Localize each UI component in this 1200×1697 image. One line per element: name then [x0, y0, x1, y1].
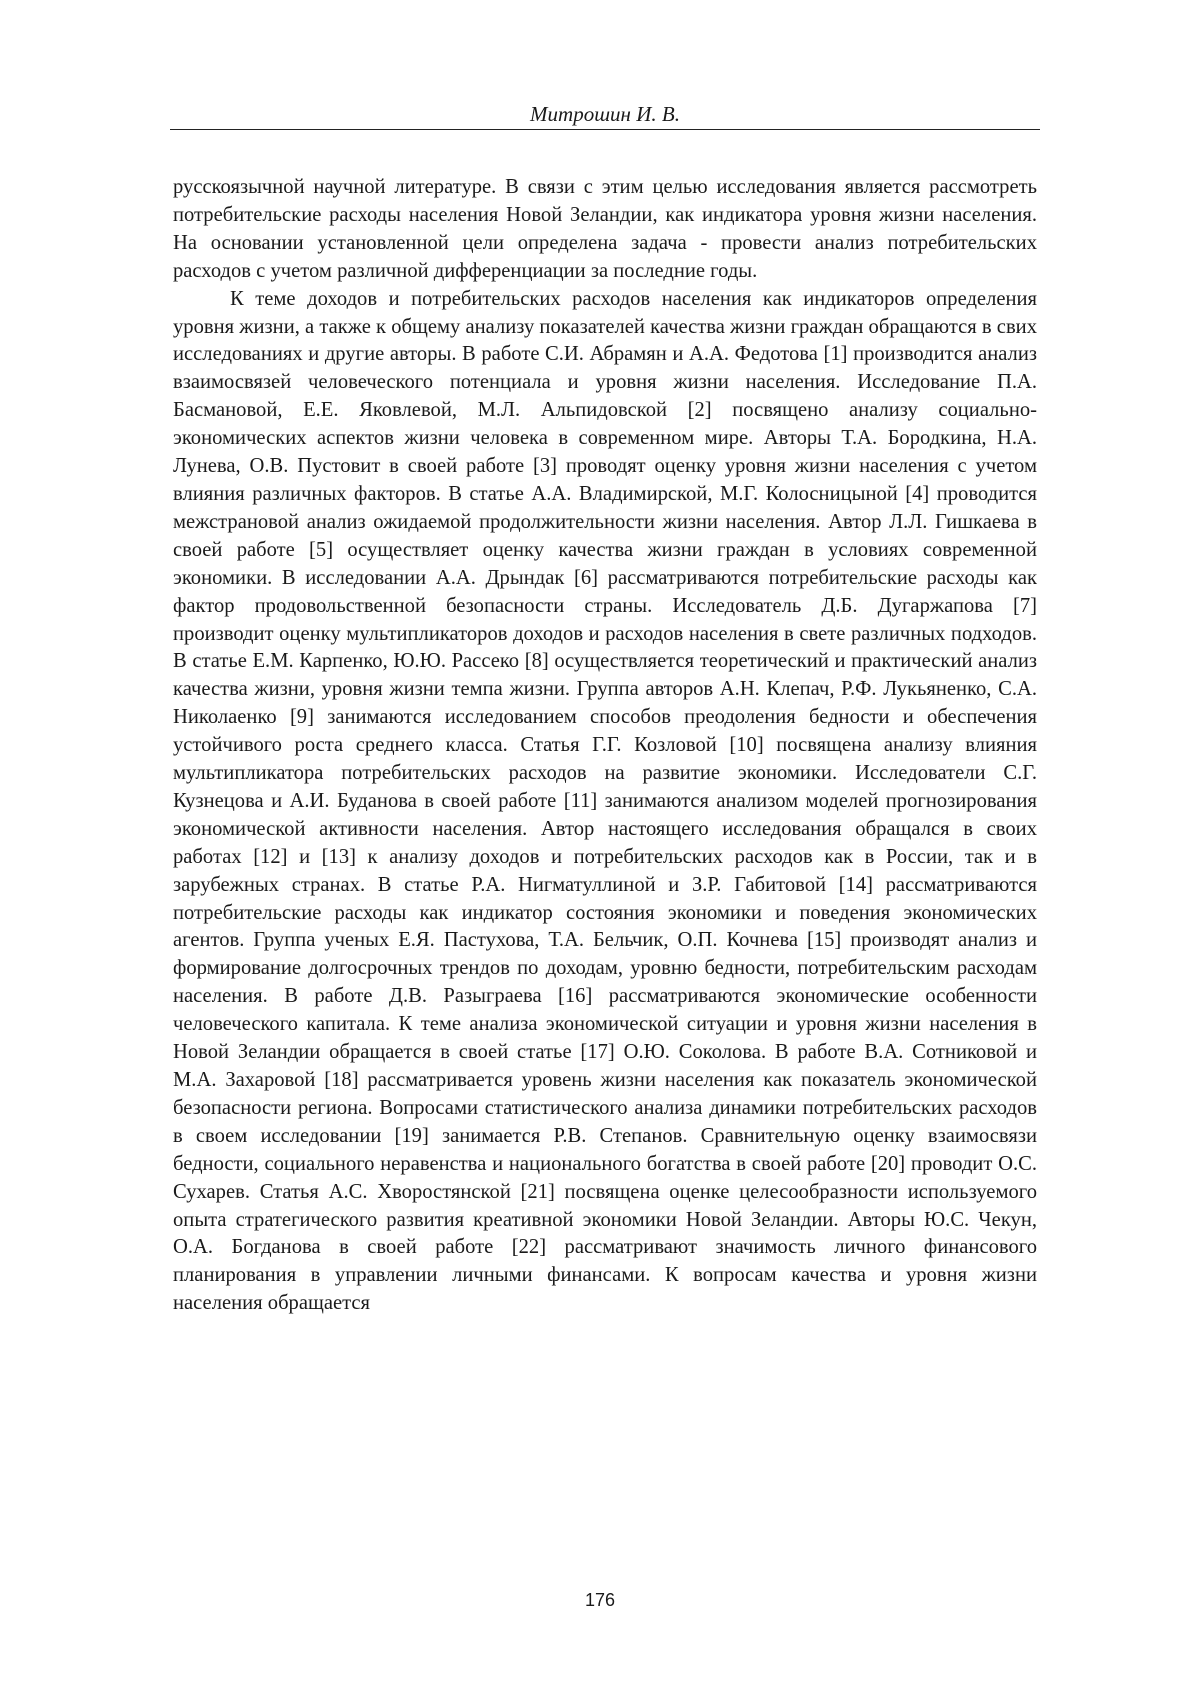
paragraph-literature-review: К теме доходов и потребительских расходов населения как индикаторов определения уровня жизни, а также к общему анализу показателей качества жизни граждан обращаются в свих исследованиях и другие авторы. В работе С.И. Абрамян и А.А. Федотова [1] производится анализ взаимосвязей человеческого потенциала и уровня жизни населения. Исследование П.А. Басмановой, Е.Е. Яковлевой, М.Л. Альпидовской [2] посвящено анализу социально-экономических аспектов жизни человека в современном мире. Авторы Т.А. Бородкина, Н.А. Лунева, О.В. Пустовит в своей работе [3] проводят оценку уровня жизни населения с учетом влияния различных факторов. В статье А.А. Владимирской, М.Г. Колосницыной [4] проводится межстрановой анализ ожидаемой продолжительности жизни населения. Автор Л.Л. Гишкаева в своей работе [5] осуществляет оценку качества жизни граждан в условиях современной экономики. В исследовании А.А. Дрындак [6] рассматриваются потребительские расходы как фактор продовольственной безопасности страны. Исследователь Д.Б. Дугаржапова [7] производит оценку мультипликаторов доходов и расходов населения в свете различных подходов. В статье Е.М. Карпенко, Ю.Ю. Рассеко [8] осуществляется теоретический и практический анализ качества жизни, уровня жизни темпа жизни. Группа авторов А.Н. Клепач, Р.Ф. Лукьяненко, С.А. Николаенко [9] занимаются исследованием способов преодоления бедности и обеспечения устойчивого роста среднего класса. Статья Г.Г. Козловой [10] посвящена анализу влияния мультипликатора потребительских расходов на развитие экономики. Исследователи С.Г. Кузнецова и А.И. Буданова в своей работе [11] занимаются анализом моделей прогнозирования экономической активности населения. Автор настоящего исследования обращался в своих работах [12] и [13] к анализу доходов и потребительских расходов как в России, так и в зарубежных странах. В статье Р.А. Нигматуллиной и З.Р. Габитовой [14] рассматриваются потребительские расходы как индикатор состояния экономики и поведения экономических агентов. Группа ученых Е.Я. Пастухова, Т.А. Бельчик, О.П. Кочнева [15] производят анализ и формирование долгосрочных трендов по доходам, уровню бедности, потребительским расходам населения. В работе Д.В. Разыграева [16] рассматриваются экономические особенности человеческого капитала. К теме анализа экономической ситуации и уровня жизни населения в Новой Зеландии обращается в своей статье [17] О.Ю. Соколова. В работе В.А. Сотниковой и М.А. Захаровой [18] рассматривается уровень жизни населения как показатель экономической безопасности региона. Вопросами статистического анализа динамики потребительских расходов в своем исследовании [19] занимается Р.В. Степанов. Сравнительную оценку взаимосвязи бедности, социального неравенства и национального богатства в своей работе [20] проводит О.С. Сухарев. Статья А.С. Хворостянской [21] посвящена оценке целесообразности используемого опыта стратегического развития креативной экономики Новой Зеландии. Авторы Ю.С. Чекун, О.А. Богданова в своей работе [22] рассматривают значимость личного финансового планирования в управлении личными финансами. К вопросам качества и уровня жизни населения обращается: [173, 286, 1037, 1319]
paragraph-continuation: русскоязычной научной литературе. В связи с этим целью исследования является рассмотреть потребительские расходы населения Новой Зеландии, как индикатора уровня жизни населения. На основании установленной цели определена задача - провести анализ потребительских расходов с учетом различной дифференциации за последние годы.: [173, 174, 1037, 286]
body-text: [173, 174, 1037, 1318]
running-header-author: Митрошин И. В.: [170, 100, 1040, 128]
header-divider: [170, 129, 1040, 130]
document-page: [0, 0, 1200, 1697]
page-number: 176: [0, 1589, 1200, 1611]
